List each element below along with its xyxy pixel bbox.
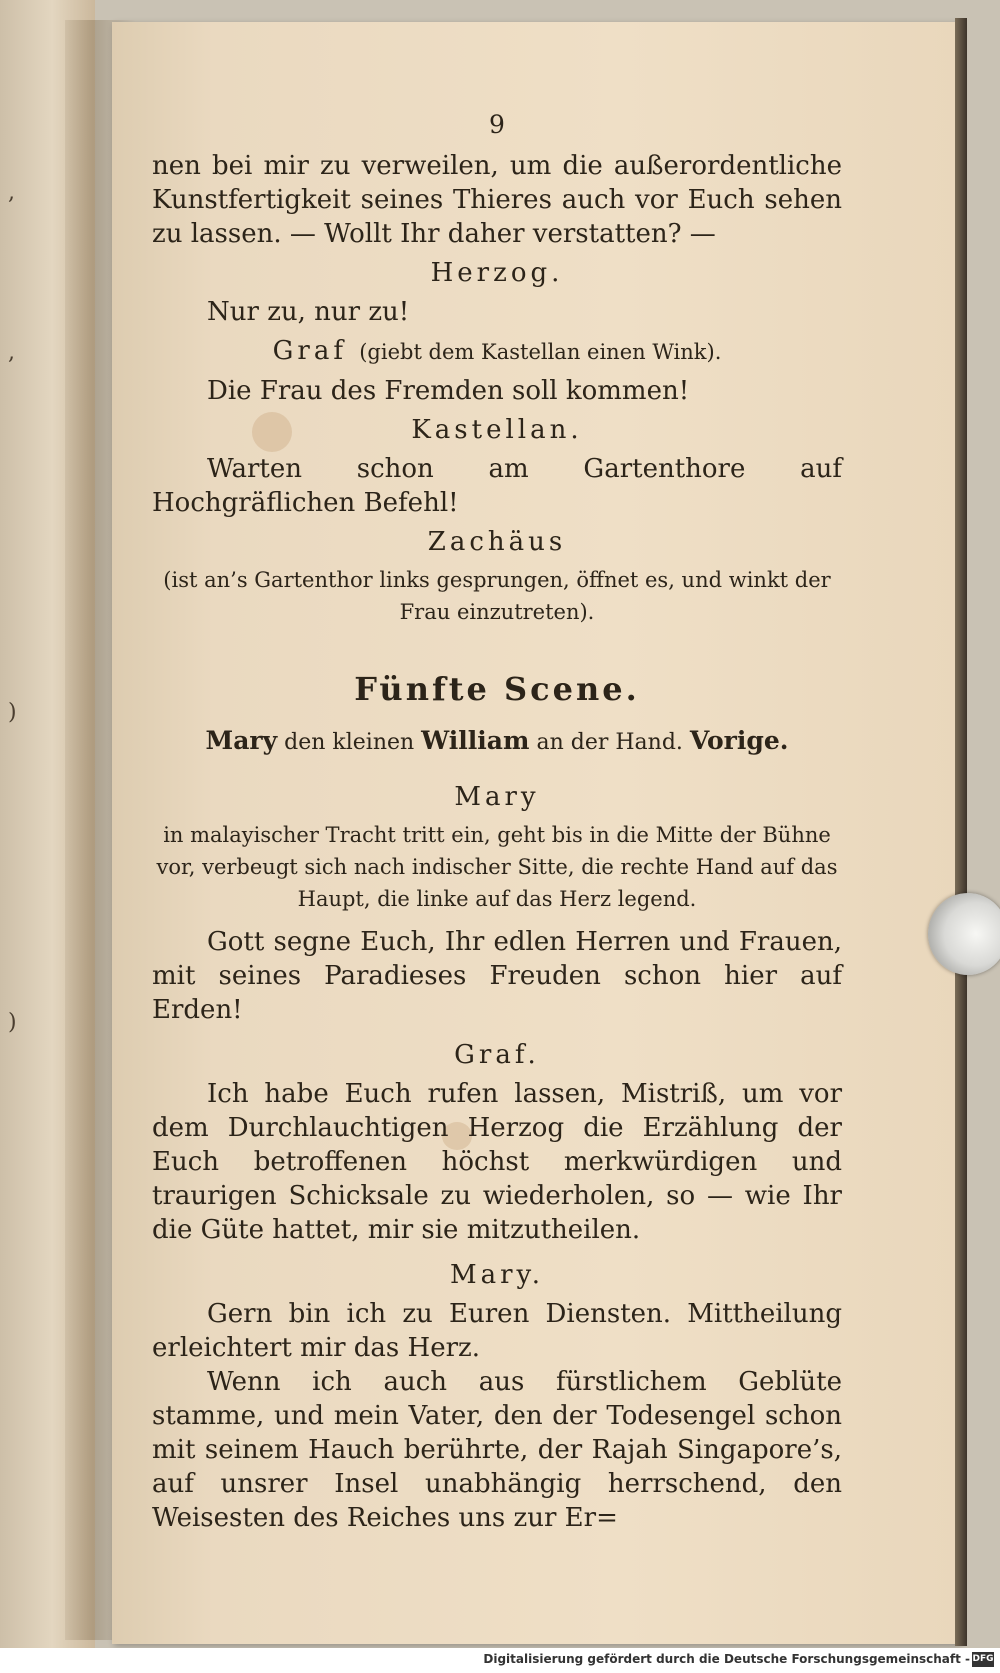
dialogue-line: Wenn ich auch aus fürstlichem Geblüte stamme, und mein Vater, den der Todesengel schon mit seinem Hauch berührte, der Rajah Singapore’s, auf unsrer Insel unabhängig herrschend, den Weisesten des Reiches uns zur Er= — [152, 1367, 842, 1533]
footer-credit: Digitalisierung gefördert durch die Deutsche Forschungsgemeinschaft - — [483, 1652, 970, 1666]
stage-direction: (giebt dem Kastellan einen Wink). — [359, 340, 722, 364]
speaker-name: Graf — [272, 336, 347, 366]
bookmark-tab — [928, 893, 1000, 975]
page-stack-edge — [955, 18, 967, 1646]
page-text — [152, 110, 842, 1535]
stage-direction: in malayischer Tracht tritt ein, geht bis in die Mitte der Bühne vor, verbeugt sich nach indischer Sitte, die rechte Hand auf das Haupt, die linke auf das Herz legend. — [156, 823, 838, 911]
dialogue-line: Warten schon am Gartenthore auf Hochgräflichen Befehl! — [152, 454, 842, 518]
speaker-name: Mary — [454, 782, 540, 812]
dialogue-line: Nur zu, nur zu! — [207, 297, 410, 327]
speaker-name: Herzog. — [430, 258, 564, 288]
dialogue-line: Gern bin ich zu Euren Diensten. Mittheilung erleichtert mir das Herz. — [152, 1299, 842, 1363]
dialogue-line: Die Frau des Fremden soll kommen! — [207, 376, 690, 406]
speaker-name: Mary. — [449, 1260, 545, 1290]
dfg-logo: DFG — [972, 1652, 994, 1667]
cast-text: den kleinen — [284, 730, 415, 755]
facing-page-mark: , — [8, 340, 15, 365]
dialogue-line: Ich habe Euch rufen lassen, Mistriß, um vor dem Durchlauchtigen Herzog die Erzählung der Euch betroffenen höchst merkwürdigen und traurigen Schicksale zu wiederholen, so — wie Ihr die Güte hattet, mir sie mitzutheilen. — [152, 1079, 842, 1245]
digitization-footer — [0, 1648, 1000, 1673]
speaker-name: Kastellan. — [411, 415, 583, 445]
cast-name: Mary — [205, 726, 278, 755]
page-number: 9 — [489, 110, 505, 139]
speaker-name: Zachäus — [427, 527, 567, 557]
facing-page-mark: ) — [8, 1010, 17, 1035]
cast-list — [152, 726, 842, 755]
dialogue-line: Gott segne Euch, Ihr edlen Herren und Frauen, mit seines Paradieses Freuden schon hier auf Erden! — [152, 927, 842, 1025]
dialogue-line: nen bei mir zu verweilen, um die außerordentliche Kunstfertigkeit seines Thieres auch vor Euch sehen zu lassen. — Wollt Ihr daher verstatten? — — [152, 151, 842, 249]
speaker-heading — [152, 331, 842, 372]
scene-title: Fünfte Scene. — [354, 670, 640, 708]
cast-text: an der Hand. — [536, 730, 683, 755]
facing-page-mark: ) — [8, 700, 17, 725]
stage-direction: (ist an’s Gartenthor links gesprungen, öffnet es, und winkt der Frau einzutreten). — [163, 568, 831, 624]
facing-page-mark: , — [8, 180, 15, 205]
cast-name: Vorige. — [689, 726, 789, 755]
cast-name: William — [421, 726, 530, 755]
speaker-name: Graf. — [454, 1040, 540, 1070]
